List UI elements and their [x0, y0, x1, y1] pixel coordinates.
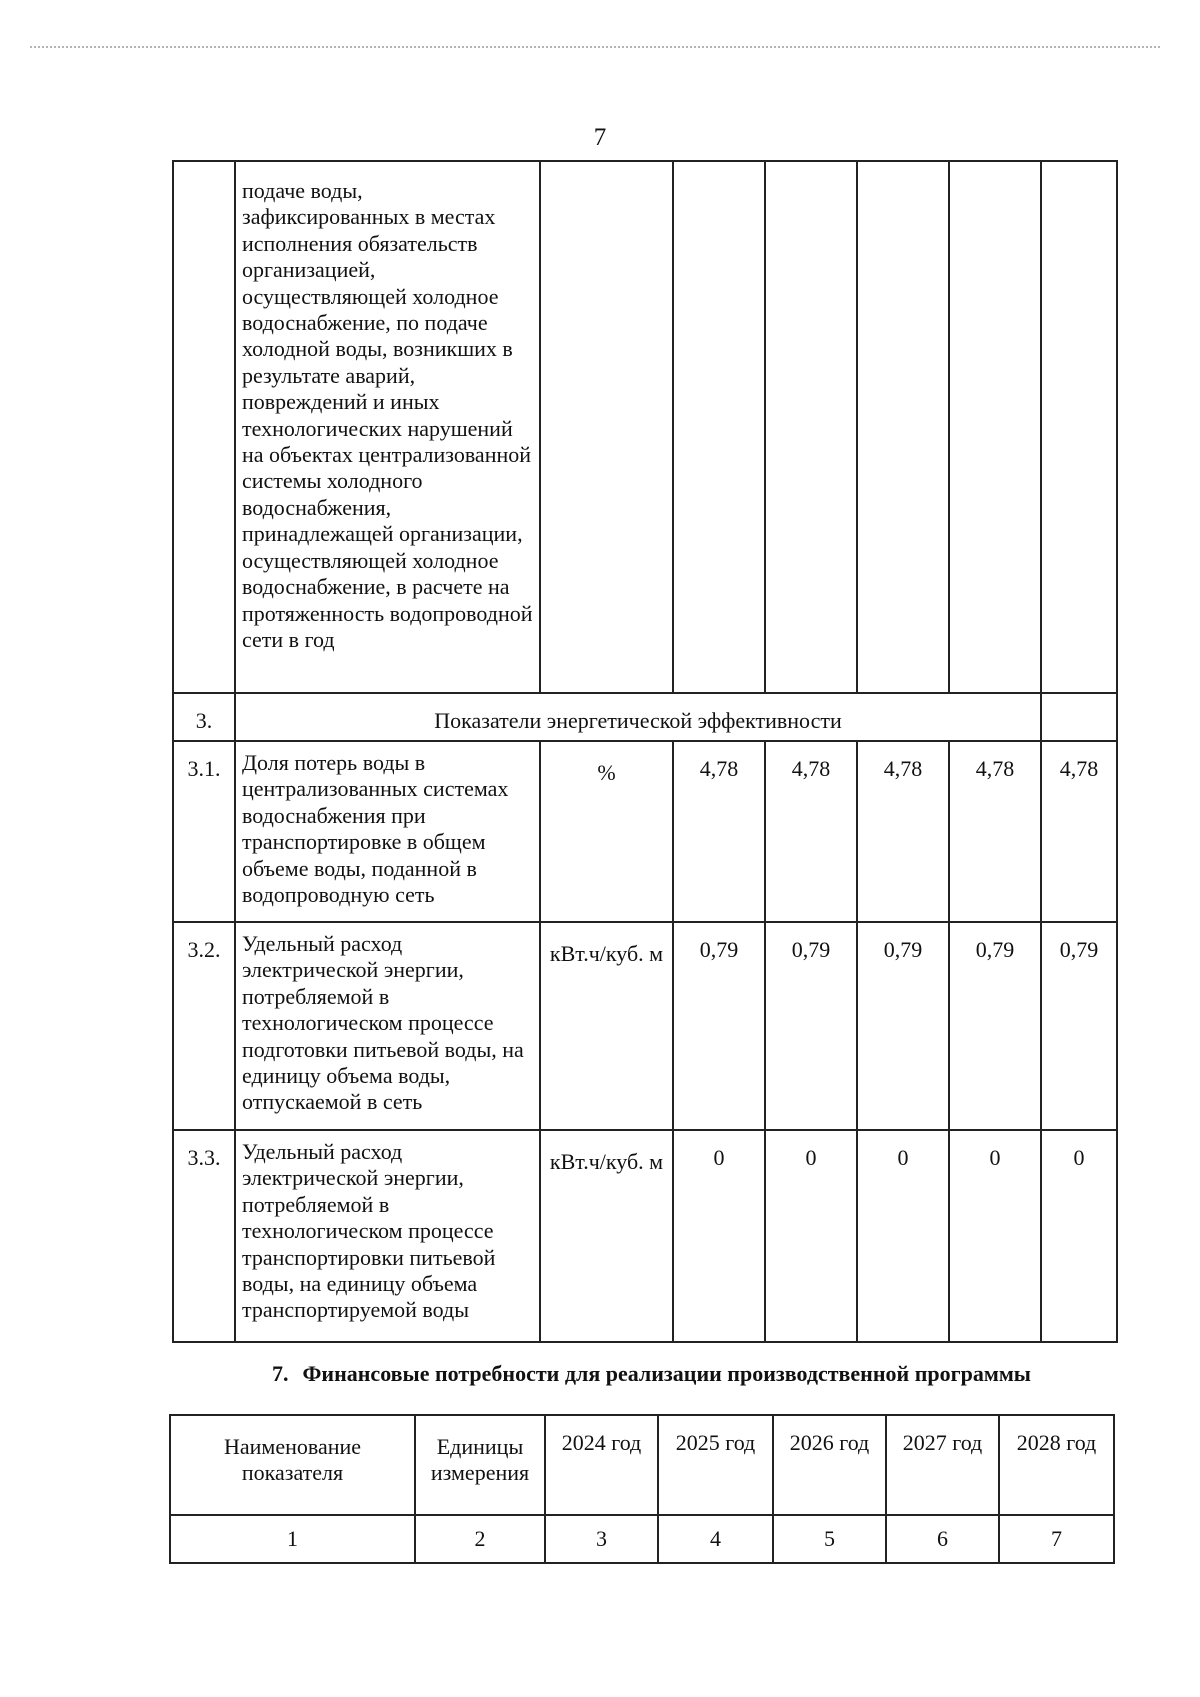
column-index: 3 — [545, 1515, 658, 1563]
finance-table — [169, 1414, 1115, 1564]
row-number: 3.3. — [173, 1130, 235, 1342]
value-cell — [857, 161, 949, 693]
row-number: 3.1. — [173, 741, 235, 922]
section-heading-number: 7. — [272, 1361, 289, 1386]
column-index: 4 — [658, 1515, 773, 1563]
value-2028: 0,79 — [1041, 922, 1117, 1130]
value-cell — [1041, 161, 1117, 693]
unit: % — [540, 741, 673, 922]
indicators-table — [172, 160, 1118, 1343]
value-2024: 0 — [673, 1130, 765, 1342]
row-number: 3.2. — [173, 922, 235, 1130]
finance-table-header-row — [170, 1415, 1114, 1515]
value-2024: 4,78 — [673, 741, 765, 922]
header-indicator-name: Наименование показателя — [170, 1415, 415, 1515]
indicator-name-cell: подаче воды, зафиксированных в местах исполнения обязательств организацией, осуществляющей холодное водоснабжение, по подаче холодной воды, возникших в результате аварий, повреждений и иных технологических нарушений на объектах централизованной системы холодного водоснабжения, принадлежащей организации, осуществляющей холодное водоснабжение, в расчете на протяженность водопроводной сети в год — [235, 161, 540, 693]
scan-artifact-line — [30, 46, 1160, 48]
row-number-cell — [173, 161, 235, 693]
unit-cell — [540, 161, 673, 693]
section-number: 3. — [173, 693, 235, 741]
unit: кВт.ч/куб. м — [540, 1130, 673, 1342]
value-cell — [949, 161, 1041, 693]
value-2027: 4,78 — [949, 741, 1041, 922]
header-year-2025: 2025 год — [658, 1415, 773, 1515]
page-number: 7 — [593, 124, 607, 151]
unit: кВт.ч/куб. м — [540, 922, 673, 1130]
value-2028: 4,78 — [1041, 741, 1117, 922]
finance-table-index-row — [170, 1515, 1114, 1563]
value-2025: 4,78 — [765, 741, 857, 922]
value-2026: 0 — [857, 1130, 949, 1342]
column-index: 2 — [415, 1515, 545, 1563]
header-units: Единицы измерения — [415, 1415, 545, 1515]
value-cell — [1041, 693, 1117, 741]
column-index: 6 — [886, 1515, 999, 1563]
value-2024: 0,79 — [673, 922, 765, 1130]
column-index: 7 — [999, 1515, 1114, 1563]
value-2026: 0,79 — [857, 922, 949, 1130]
indicator-name: Удельный расход электрической энергии, потребляемой в технологическом процессе транспортировки питьевой воды, на единицу объема транспортируемой воды — [235, 1130, 540, 1342]
value-2027: 0 — [949, 1130, 1041, 1342]
value-2025: 0,79 — [765, 922, 857, 1130]
header-year-2028: 2028 год — [999, 1415, 1114, 1515]
value-2025: 0 — [765, 1130, 857, 1342]
section-heading-title: Финансовые потребности для реализации производственной программы — [302, 1361, 1031, 1386]
value-2026: 4,78 — [857, 741, 949, 922]
section-row — [173, 693, 1117, 741]
table-row-3-1 — [173, 741, 1117, 922]
finance-section-heading — [272, 1361, 1112, 1387]
value-2027: 0,79 — [949, 922, 1041, 1130]
value-cell — [765, 161, 857, 693]
header-year-2026: 2026 год — [773, 1415, 886, 1515]
value-cell — [673, 161, 765, 693]
indicator-name: Доля потерь воды в централизованных системах водоснабжения при транспортировке в общем объеме воды, поданной в водопроводную сеть — [235, 741, 540, 922]
table-row-3-3 — [173, 1130, 1117, 1342]
table-row-continuation — [173, 161, 1117, 693]
column-index: 1 — [170, 1515, 415, 1563]
section-title: Показатели энергетической эффективности — [235, 693, 1041, 741]
header-year-2027: 2027 год — [886, 1415, 999, 1515]
header-year-2024: 2024 год — [545, 1415, 658, 1515]
value-2028: 0 — [1041, 1130, 1117, 1342]
column-index: 5 — [773, 1515, 886, 1563]
table-row-3-2 — [173, 922, 1117, 1130]
indicator-name: Удельный расход электрической энергии, потребляемой в технологическом процессе подготовки питьевой воды, на единицу объема воды, отпускаемой в сеть — [235, 922, 540, 1130]
